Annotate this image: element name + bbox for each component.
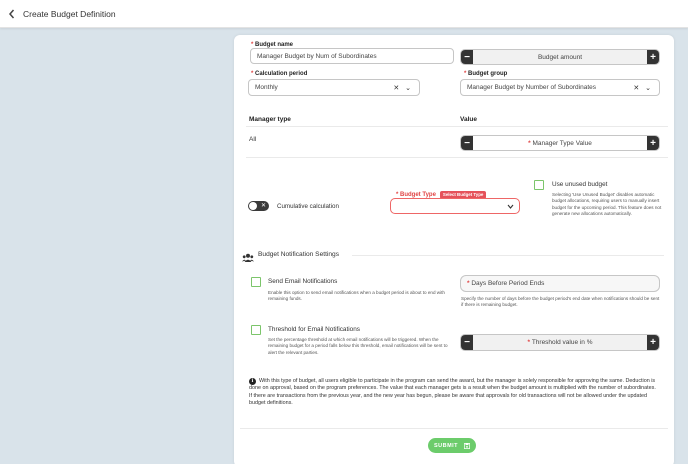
budget-type-select[interactable] xyxy=(390,198,520,214)
budget-group-value: Manager Budget by Number of Subordinates xyxy=(467,84,596,91)
manager-type-value-input[interactable]: * Manager Type Value xyxy=(473,136,647,150)
budget-amount-stepper[interactable] xyxy=(460,49,660,65)
close-icon: ✕ xyxy=(260,203,266,209)
minus-icon[interactable]: − xyxy=(461,136,473,150)
divider xyxy=(352,255,664,256)
divider xyxy=(246,157,668,158)
threshold-checkbox[interactable] xyxy=(251,325,261,335)
chevron-left-icon[interactable] xyxy=(7,8,17,20)
send-email-checkbox[interactable] xyxy=(251,277,261,287)
submit-label: SUBMIT xyxy=(433,442,459,449)
threshold-description: Set the percentage threshold at which email notifications will be triggered. When the remaining budget for a period falls below this threshold, email notifications will be sent to alert the relevant parties. xyxy=(268,337,448,355)
page-title: Create Budget Definition xyxy=(23,9,116,19)
column-header-manager-type: Manager type xyxy=(249,116,291,123)
days-before-help: Specify the number of days before the budget period's end date when notifications should be sent if there is remaining budget. xyxy=(461,296,660,308)
top-bar xyxy=(0,0,688,28)
minus-icon[interactable]: − xyxy=(461,335,473,350)
use-unused-budget-description: Selecting 'Use Unused Budget' disables automatic budget allocations, requiring users to manually insert budget for the upcoming period. This feature does not generate new allocations automatically. xyxy=(552,192,662,216)
budget-group-select[interactable] xyxy=(460,79,660,96)
info-text: With this type of budget, all users eligible to participate in the program can send the award, but the manager is solely responsible for approving the same. Deduction is done on approval, based on the program preferences. The value that each manager gets is a result when the budget amount is multiplied with the number of subordinates. If there are transactions from the previous year, and the new year has begun, please be aware that approvals for old transactions will not be allowed under the updated budget definitions. xyxy=(249,378,656,406)
toggle-knob xyxy=(249,202,257,210)
budget-amount-input[interactable]: Budget amount xyxy=(537,53,583,61)
cumulative-toggle[interactable] xyxy=(248,201,269,211)
divider xyxy=(240,428,668,429)
days-before-input[interactable]: * Days Before Period Ends xyxy=(460,275,660,292)
budget-type-label: * Budget Type Select Budget Type xyxy=(396,191,486,199)
divider xyxy=(246,126,668,127)
budget-name-value: Manager Budget by Num of Subordinates xyxy=(257,52,377,60)
threshold-label: Threshold for Email Notifications xyxy=(268,326,360,333)
plus-icon[interactable]: + xyxy=(647,136,659,150)
budget-name-input[interactable] xyxy=(250,48,454,64)
use-unused-budget-label: Use unused budget xyxy=(552,181,608,188)
plus-icon[interactable]: + xyxy=(647,335,659,350)
use-unused-budget-checkbox[interactable] xyxy=(534,180,544,190)
send-email-description: Enable this option to send email notifications when a budget period is about to end with remaining funds. xyxy=(268,290,445,302)
threshold-input[interactable]: * Threshold value in % xyxy=(527,339,593,346)
budget-form-card xyxy=(234,35,674,464)
cumulative-label: Cumulative calculation xyxy=(277,203,339,210)
users-icon xyxy=(242,250,254,260)
submit-button[interactable] xyxy=(428,438,476,453)
budget-type-error-badge: Select Budget Type xyxy=(440,191,486,199)
calculation-period-value: Monthly xyxy=(255,84,278,91)
chevron-down-icon[interactable] xyxy=(507,204,514,209)
clear-and-chevron-down-icon[interactable]: ✕ ⌄ xyxy=(393,84,413,92)
minus-icon[interactable]: − xyxy=(461,50,473,64)
manager-type-cell: All xyxy=(249,136,257,143)
clear-and-chevron-down-icon[interactable]: ✕ ⌄ xyxy=(633,84,653,92)
manager-type-value-stepper[interactable] xyxy=(460,135,660,151)
plus-icon[interactable]: + xyxy=(647,50,659,64)
send-email-label: Send Email Notifications xyxy=(268,278,338,285)
budget-name-label: * Budget name xyxy=(251,42,294,48)
calculation-period-label: * Calculation period xyxy=(251,71,308,77)
calculation-period-select[interactable] xyxy=(248,79,420,96)
notification-settings-title: Budget Notification Settings xyxy=(258,251,340,258)
column-header-value: Value xyxy=(460,116,477,123)
threshold-stepper[interactable] xyxy=(460,334,660,351)
budget-group-label: * Budget group xyxy=(464,71,508,77)
info-icon: i xyxy=(249,378,256,385)
save-icon xyxy=(464,443,470,449)
